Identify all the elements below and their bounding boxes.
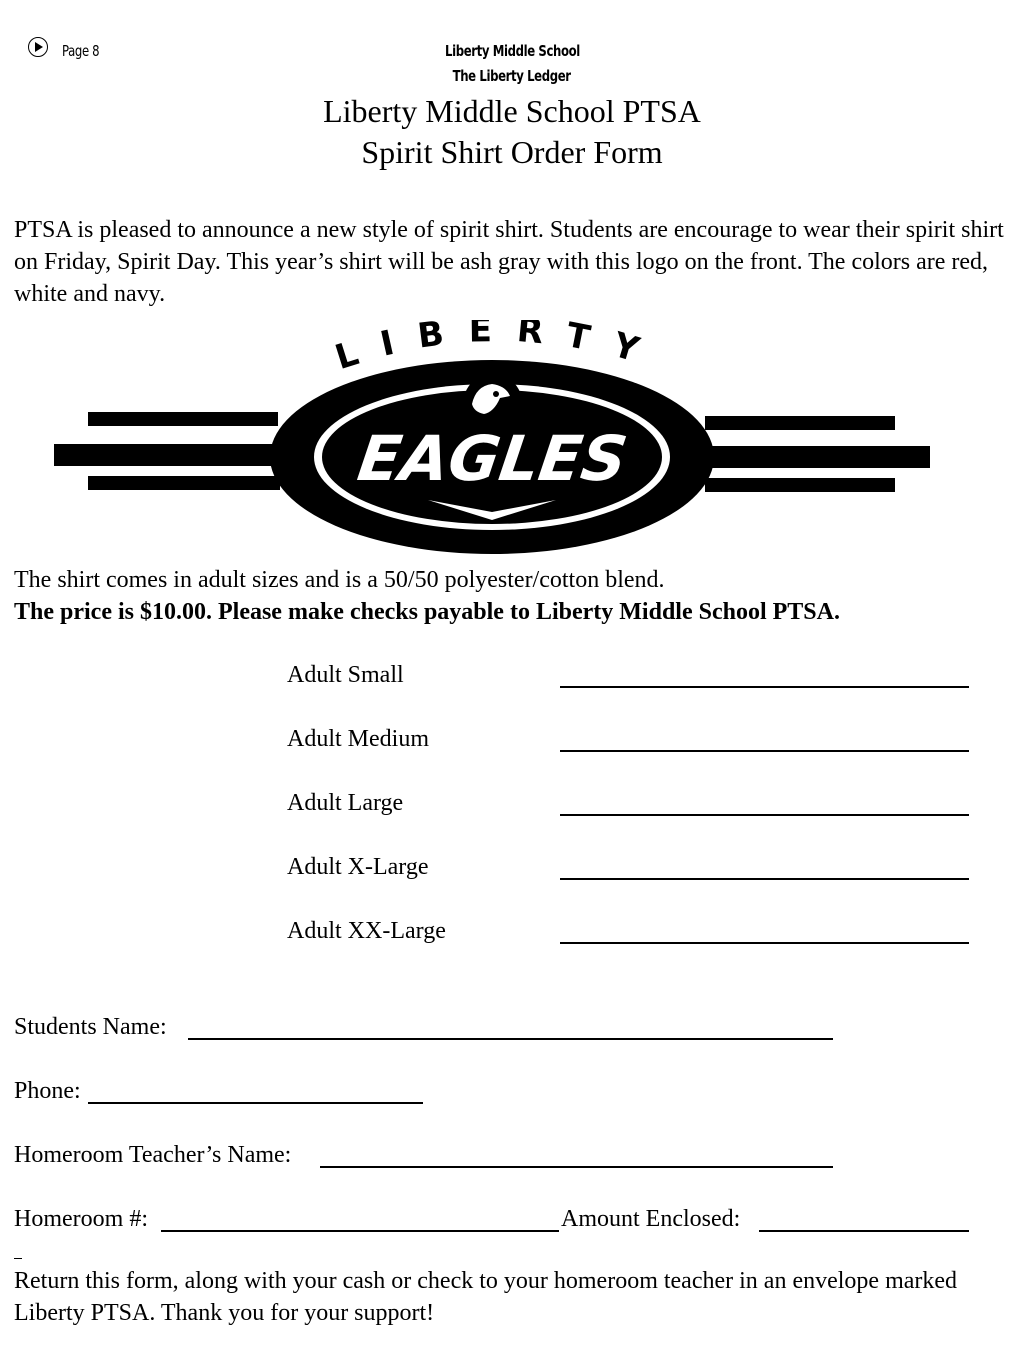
size-label-medium: Adult Medium <box>287 726 429 752</box>
material-text: The shirt comes in adult sizes and is a 50/50 polyester/cotton blend. <box>14 567 665 593</box>
phone-field[interactable] <box>88 1102 423 1104</box>
page-label: Page 8 <box>62 42 100 60</box>
amount-field[interactable] <box>759 1230 969 1232</box>
homeroom-label: Homeroom #: <box>14 1206 148 1232</box>
student-name-label: Students Name: <box>14 1014 167 1040</box>
price-text: The price is $10.00. Please make checks payable to Liberty Middle School PTSA. <box>14 599 840 625</box>
form-title-line1: Liberty Middle School PTSA <box>323 93 701 129</box>
form-title-line2: Spirit Shirt Order Form <box>361 134 663 170</box>
size-input-small[interactable] <box>560 686 969 688</box>
homeroom-field[interactable] <box>161 1230 559 1232</box>
size-input-medium[interactable] <box>560 750 969 752</box>
size-label-xlarge: Adult X-Large <box>287 854 429 880</box>
size-input-xlarge[interactable] <box>560 878 969 880</box>
school-name: Liberty Middle School <box>444 42 580 60</box>
teacher-name-field[interactable] <box>320 1166 833 1168</box>
size-input-large[interactable] <box>560 814 969 816</box>
newsletter-name: The Liberty Ledger <box>452 67 571 85</box>
right-stripes <box>705 416 930 492</box>
size-label-xxlarge: Adult XX-Large <box>287 918 446 944</box>
logo-arc-text: LIBERTY <box>330 320 667 379</box>
school-name-wrap <box>0 42 1024 60</box>
newsletter-name-wrap <box>0 67 1024 85</box>
size-input-xxlarge[interactable] <box>560 942 969 944</box>
logo-main-text: EAGLES <box>353 422 632 495</box>
student-name-field[interactable] <box>188 1038 833 1040</box>
phone-label: Phone: <box>14 1078 81 1104</box>
amount-label: Amount Enclosed: <box>561 1206 741 1232</box>
size-label-small: Adult Small <box>287 662 404 688</box>
liberty-eagles-logo <box>50 320 935 560</box>
return-instructions: Return this form, along with your cash or check to your homeroom teacher in an envelope marked Liberty PTSA. Thank you for your support! <box>14 1268 958 1326</box>
divider-mark <box>14 1258 22 1259</box>
intro-paragraph: PTSA is pleased to announce a new style of spirit shirt. Students are encourage to wear their spirit shirt on Friday, Spirit Day. This year’s shirt will be ash gray with this logo on the front. The colors are red, white and navy. <box>14 217 1004 307</box>
left-stripes <box>54 412 280 490</box>
size-label-large: Adult Large <box>287 790 404 816</box>
teacher-name-label: Homeroom Teacher’s Name: <box>14 1142 292 1168</box>
